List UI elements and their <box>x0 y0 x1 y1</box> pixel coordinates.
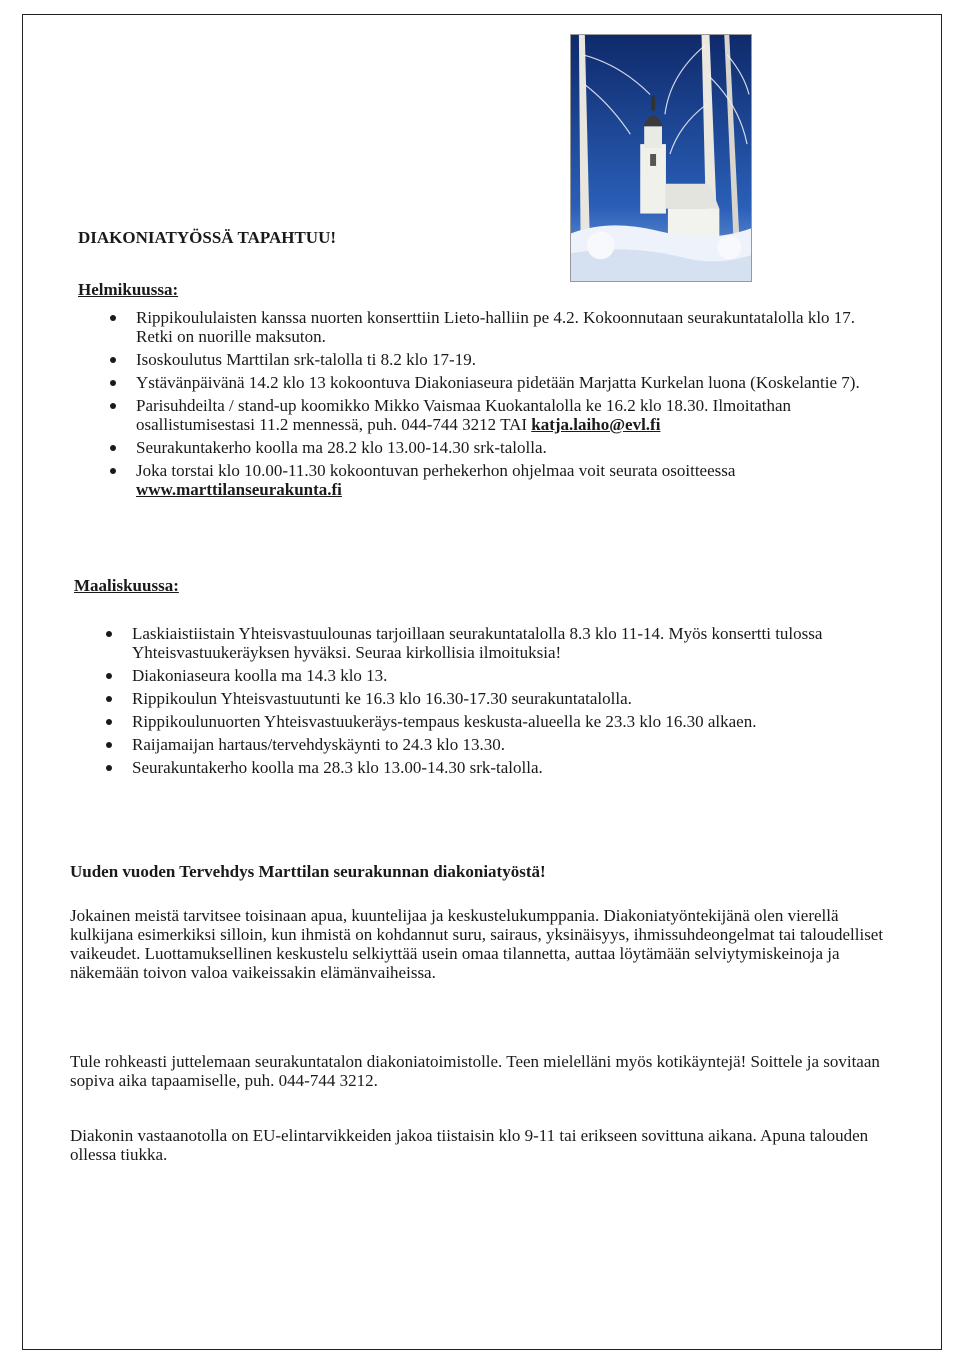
list-item: Joka torstai klo 10.00-11.30 kokoontuvan perhekerhon ohjelmaa voit seurata osoitteessa www.marttilanseurakunta.fi <box>106 461 886 499</box>
list-item: Rippikoulun Yhteisvastuutunti ke 16.3 klo 16.30-17.30 seurakuntatalolla. <box>102 689 902 708</box>
march-heading: Maaliskuussa: <box>74 576 179 595</box>
list-item: Laskiaistiistain Yhteisvastuulounas tarjoillaan seurakuntatalolla 8.3 klo 11-14. Myös konsertti tulossa Yhteisvastuukeräyksen hyväksi. Seuraa kirkollisia ilmoituksia! <box>102 624 902 662</box>
march-list <box>102 624 902 781</box>
greeting-title: Uuden vuoden Tervehdys Marttilan seurakunnan diakoniatyöstä! <box>70 862 546 881</box>
list-item: Seurakuntakerho koolla ma 28.3 klo 13.00-14.30 srk-talolla. <box>102 758 902 777</box>
greeting-paragraph-2: Tule rohkeasti juttelemaan seurakuntatalon diakoniatoimistolle. Teen mielelläni myös kotikäyntejä! Soittele ja sovitaan sopiva aika tapaamiselle, puh. 044-744 3212. <box>70 1052 880 1090</box>
list-item: Rippikoulunuorten Yhteisvastuukeräys-tempaus keskusta-alueella ke 23.3 klo 16.30 alkaen. <box>102 712 902 731</box>
list-item: Seurakuntakerho koolla ma 28.2 klo 13.00-14.30 srk-talolla. <box>106 438 886 457</box>
greeting-paragraph-1: Jokainen meistä tarvitsee toisinaan apua, kuuntelijaa ja keskustelukumppania. Diakoniatyöntekijänä olen vierellä kulkijana esimerkiksi silloin, kun ihmistä on kohdannut suru, sairaus, yksinäisyys, ihmissuhdeongelmat tai taloudelliset vaikeudet. Luottamuksellinen keskustelu selkiyttää usein omaa tilannetta, auttaa löytämään selviytymiskeinoja ja näkemään toivon valoa vaikeissakin elämänvaiheissa. <box>70 906 884 982</box>
website-link[interactable]: www.marttilanseurakunta.fi <box>136 480 342 499</box>
list-item: Raijamaijan hartaus/tervehdyskäynti to 24.3 klo 13.30. <box>102 735 902 754</box>
february-heading: Helmikuussa: <box>78 280 179 299</box>
list-item: Parisuhdeilta / stand-up koomikko Mikko Vaismaa Kuokantalolla ke 16.2 klo 18.30. Ilmoitathan osallistumisestasi 11.2 mennessä, puh. 044-744 3212 TAI katja.laiho@evl.fi <box>106 396 886 434</box>
february-list <box>106 308 886 503</box>
list-item: Rippikoululaisten kanssa nuorten konserttiin Lieto-halliin pe 4.2. Kokoonnutaan seurakuntatalolla klo 17. Retki on nuorille maksuton. <box>106 308 886 346</box>
list-item: Ystävänpäivänä 14.2 klo 13 kokoontuva Diakoniaseura pidetään Marjatta Kurkelan luona (Koskelantie 7). <box>106 373 886 392</box>
page-title: DIAKONIATYÖSSÄ TAPAHTUU! <box>78 228 337 247</box>
list-item: Isoskoulutus Marttilan srk-talolla ti 8.2 klo 17-19. <box>106 350 886 369</box>
email-link[interactable]: katja.laiho@evl.fi <box>531 415 661 434</box>
list-item: Diakoniaseura koolla ma 14.3 klo 13. <box>102 666 902 685</box>
greeting-paragraph-3: Diakonin vastaanotolla on EU-elintarvikkeiden jakoa tiistaisin klo 9-11 tai erikseen sovittuna aikana. Apuna talouden ollessa tiukka. <box>70 1126 869 1164</box>
